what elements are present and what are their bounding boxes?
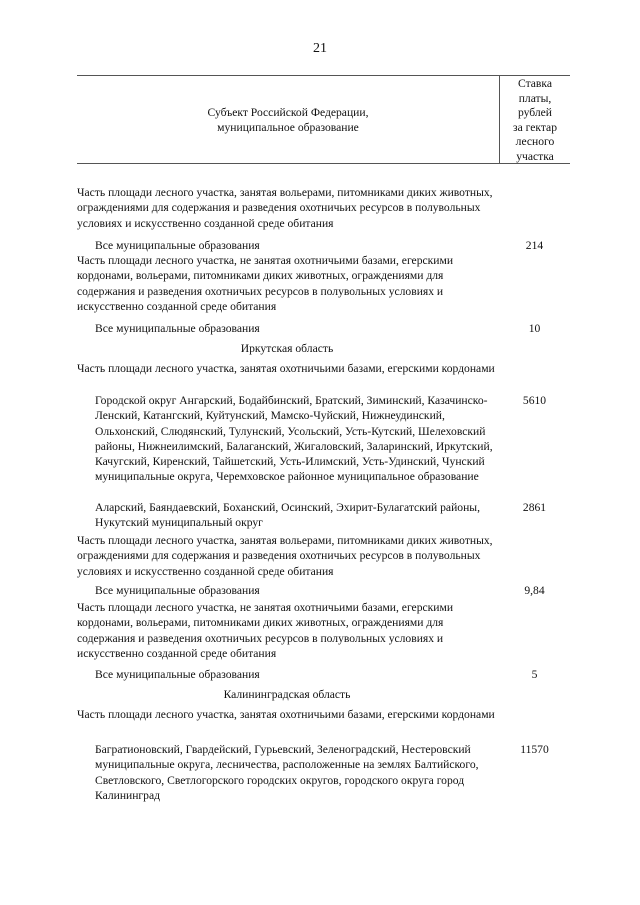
category-text: Часть площади лесного участка, не занятая охотничьими базами, егерскими кордонами, вольерами, питомниками диких животных, ограждениями для содержания и разведения охотничьих ресурсов в полувольных условиях и искусственно созданной среде обитания	[77, 254, 454, 313]
rate-value: 214	[525, 239, 544, 252]
municipality-text: Городской округ Ангарский, Бодайбинский, Братский, Зиминский, Казачинско-Ленский, Катангский, Куйтунский, Мамско-Чуйский, Нижнеудинский, Ольхонский, Слюдянский, Тулунский, Усольский, Усть-Кутский, Шелеховский районы, Нижнеилимский, Балаганский, Жигаловский, Заларинский, Иркутский, Качугский, Киренский, Тайшетский, Усть-Илимский, Усть-Удинский, Чунский муниципальные округа, Черемховское районное муниципальное образование	[95, 394, 493, 484]
municipality-text: Аларский, Баяндаевский, Боханский, Осинский, Эхирит-Булагатский районы, Нукутский муниципальный округ	[95, 501, 480, 530]
table-header	[77, 75, 570, 164]
municipality-text: Все муниципальные образования	[95, 584, 260, 597]
municipality-text: Все муниципальные образования	[95, 239, 260, 252]
category-text: Часть площади лесного участка, не занятая охотничьими базами, егерскими кордонами, вольерами, питомниками диких животных, ограждениями для содержания и разведения охотничьих ресурсов в полувольных условиях и искусственно созданной среде обитания	[77, 601, 454, 660]
rate-table	[77, 75, 570, 802]
rate-value: 9,84	[524, 584, 545, 597]
rate-value: 5	[531, 668, 538, 681]
rate-value: 2861	[522, 501, 547, 514]
header-rate: Ставка платы, рублей за гектар лесного участка	[499, 76, 570, 163]
page-number: 21	[313, 41, 327, 56]
region-heading: Калининградская область	[223, 688, 351, 701]
municipality-text: Все муниципальные образования	[95, 322, 260, 335]
rate-value: 11570	[520, 743, 549, 756]
rate-value: 5610	[522, 394, 547, 407]
category-text: Часть площади лесного участка, занятая охотничьими базами, егерскими кордонами	[77, 362, 495, 375]
category-text: Часть площади лесного участка, занятая вольерами, питомниками диких животных, ограждениями для содержания и разведения охотничьих ресурсов в полувольных условиях и искусственно созданной среде обитания	[77, 534, 493, 578]
category-text: Часть площади лесного участка, занятая вольерами, питомниками диких животных, ограждениями для содержания и разведения охотничьих ресурсов в полувольных условиях и искусственно созданной среде обитания	[77, 186, 493, 230]
municipality-text: Все муниципальные образования	[95, 668, 260, 681]
rate-value: 10	[528, 322, 541, 335]
municipality-text: Багратионовский, Гвардейский, Гурьевский, Зеленоградский, Нестеровский муниципальные округа, лесничества, расположенные на землях Балтийского, Светловского, Светлогорского городских округов, городского округа город Калининград	[95, 743, 479, 802]
header-subject: Субъект Российской Федерации, муниципальное образование	[207, 105, 369, 134]
region-heading: Иркутская область	[240, 342, 334, 355]
category-text: Часть площади лесного участка, занятая охотничьими базами, егерскими кордонами	[77, 708, 495, 721]
